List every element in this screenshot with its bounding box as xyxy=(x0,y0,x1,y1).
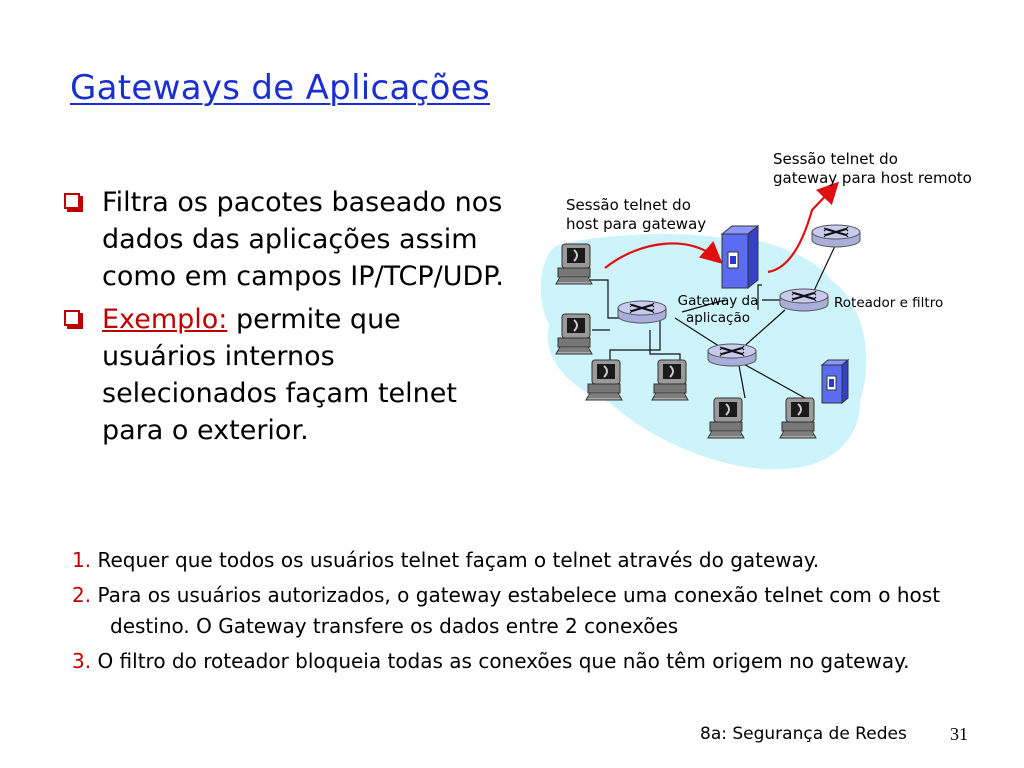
bullet-item xyxy=(62,184,512,295)
gateway-label xyxy=(670,293,766,327)
step-number: 3. xyxy=(72,649,92,673)
steps-list xyxy=(72,545,972,681)
router-icon xyxy=(618,301,666,323)
gateway-session-label xyxy=(773,150,972,188)
host-session-label xyxy=(566,196,706,234)
gateway-label-line: Gateway da xyxy=(677,293,759,309)
step-item xyxy=(72,646,972,677)
bullet-item xyxy=(62,301,512,449)
network-diagram xyxy=(530,140,1010,480)
step-text: Requer que todos os usuários telnet façam o telnet através do gateway. xyxy=(91,548,820,572)
gateway-session-label-line: Sessão telnet do xyxy=(773,150,898,168)
gateway-server-icon xyxy=(722,226,758,288)
footer-chapter: 8a: Segurança de Redes xyxy=(700,724,907,744)
slide-title: Gateways de Aplicações xyxy=(70,68,491,108)
host-session-label-line: Sessão telnet do xyxy=(566,196,691,214)
step-text: Para os usuários autorizados, o gateway estabelece uma conexão telnet com o host destino. O Gateway transfere os dados entre 2 conexões xyxy=(91,583,941,638)
bullet-text: Filtra os pacotes baseado nos dados das aplicações assim como em campos IP/TCP/UDP. xyxy=(102,187,504,292)
bullet-square-icon xyxy=(64,310,80,326)
page-number: 31 xyxy=(950,724,968,744)
gateway-label-line: aplicação xyxy=(686,310,750,326)
bullet-square-icon xyxy=(64,193,80,209)
remote-server-icon xyxy=(822,360,848,403)
example-highlight: Exemplo: xyxy=(102,304,228,335)
step-item xyxy=(72,580,972,642)
step-number: 2. xyxy=(72,583,92,607)
step-item xyxy=(72,545,972,576)
host-session-label-line: host para gateway xyxy=(566,215,707,233)
step-text: O filtro do roteador bloqueia todas as conexões que não têm origem no gateway. xyxy=(91,649,910,673)
bullet-list xyxy=(62,184,512,455)
gateway-session-label-line: gateway para host remoto xyxy=(773,169,972,187)
bullet-text: permite que usuários internos selecionados façam telnet para o exterior. xyxy=(102,304,457,446)
filter-router-icon xyxy=(780,289,828,311)
router-icon xyxy=(708,344,756,366)
remote-router-icon xyxy=(812,225,860,247)
router-filter-label: Roteador e filtro xyxy=(834,295,944,311)
step-number: 1. xyxy=(72,548,92,572)
